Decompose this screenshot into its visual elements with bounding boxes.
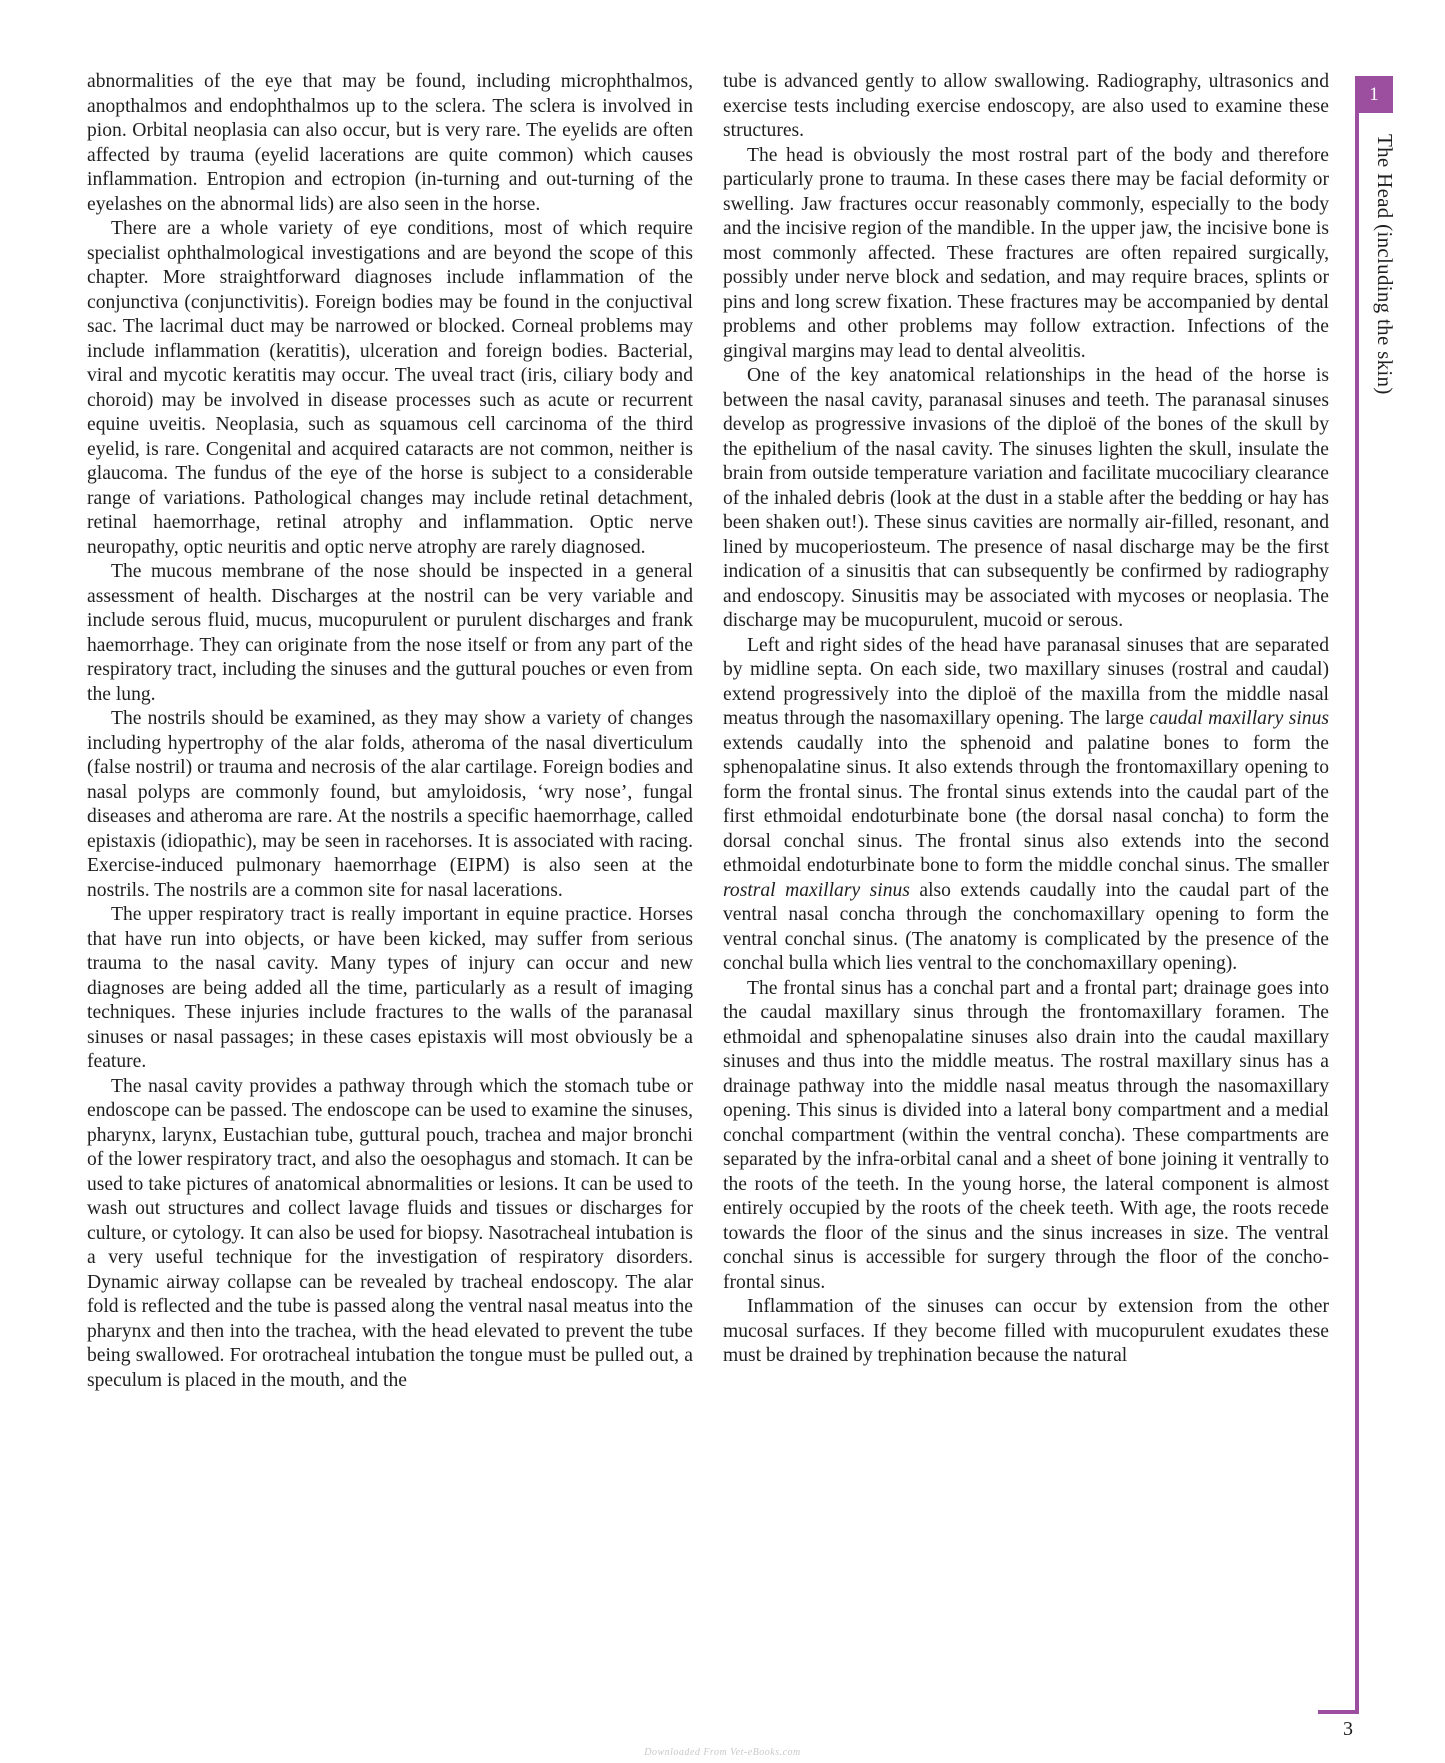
chapter-side-rule — [1355, 76, 1359, 1714]
paragraph: tube is advanced gently to allow swallowing. Radiography, ultrasonics and exercise tests including exercise endoscopy, are also used to examine these structures. — [723, 71, 1329, 141]
text-run: Left and right sides of the head have paranasal sinuses that are separated by midline septa. On each side, two maxillary sinuses (rostral and caudal) extend progressively into the diploë of the maxilla from the middle nasal meatus through the nasomaxillary opening. The large — [723, 634, 1329, 729]
paragraph — [723, 634, 1329, 977]
text-run: also extends caudally into the caudal part of the ventral nasal concha through the conchomaxillary opening to form the ventral conchal sinus. (The anatomy is complicated by the presence of the conchal bulla which lies ventral to the conchomaxillary opening). — [723, 879, 1330, 974]
paragraph: The nasal cavity provides a pathway through which the stomach tube or endoscope can be passed. The endoscope can be used to examine the sinuses, pharynx, larynx, Eustachian tube, guttural pouch, trachea and major bronchi of the lower respiratory tract, and also the oesophagus and stomach. It can be used to take pictures of anatomical abnormalities or lesions. It can be used to wash out structures and collect lavage fluids and tissues or discharges for culture, or cytology. It can also be used for biopsy. Nasotracheal intubation is a very useful technique for the investigation of respiratory disorders. Dynamic airway collapse can be revealed by tracheal endoscopy. The alar fold is reflected and the tube is passed along the ventral nasal meatus into the pharynx and then into the trachea, with the head elevated to prevent the tube being swallowed. For orotracheal intubation the tongue must be pulled out, a speculum is placed in the mouth, and the — [87, 1075, 693, 1391]
paragraph: There are a whole variety of eye conditions, most of which require specialist ophthalmological investigations and are beyond the scope of this chapter. More straightforward diagnoses include inflammation of the conjunctiva (conjunctivitis). Foreign bodies may be found in the conjuctival sac. The lacrimal duct may be narrowed or blocked. Corneal problems may include inflammation (keratitis), ulceration and foreign bodies. Bacterial, viral and mycotic keratitis may occur. The uveal tract (iris, ciliary body and choroid) may be involved in disease processes such as acute or recurrent equine uveitis. Neoplasia, such as squamous cell carcinoma of the third eyelid, is rare. Congenital and acquired cataracts are not common, neither is glaucoma. The fundus of the eye of the horse is subject to a considerable range of variations. Pathological changes may include retinal detachment, retinal haemorrhage, retinal atrophy and inflammation. Optic nerve neuropathy, optic neuritis and optic nerve atrophy are rarely diagnosed. — [87, 218, 693, 558]
paragraph: The head is obviously the most rostral part of the body and therefore particularly prone to trauma. In these cases there may be facial deformity or swelling. Jaw fractures occur reasonably commonly, especially to the body and the incisive region of the mandible. In the upper jaw, the incisive bone is most commonly affected. These fractures are often repaired surgically, possibly under nerve block and sedation, and may require braces, splints or pins and long screw fixation. These fractures may be accompanied by dental problems and other problems may follow extraction. Infections of the gingival margins may lead to dental alveolitis. — [723, 144, 1329, 362]
running-head: The Head (including the skin) — [1373, 134, 1397, 395]
paragraph: The nostrils should be examined, as they may show a variety of changes including hypertrophy of the alar folds, atheroma of the nasal diverticulum (false nostril) or trauma and necrosis of the alar cartilage. Foreign bodies and nasal polyps are commonly found, but amyloidosis, ‘wry nose’, fungal diseases and atheroma are rare. At the nostrils a specific haemorrhage, called epistaxis (idiopathic), may be seen in racehorses. It is associated with racing. Exercise-induced pulmonary haemorrhage (EIPM) is also seen at the nostrils. The nostrils are a common site for nasal lacerations. — [87, 708, 693, 901]
paragraph: abnormalities of the eye that may be found, including microphthalmos, anopthalmos and endophthalmos up to the sclera. The sclera is involved in pion. Orbital neoplasia can also occur, but is very rare. The eyelids are often affected by trauma (eyelid lacerations are quite common) which causes inflammation. Entropion and ectropion (in-turning and out-turning of the eyelashes on the abnormal lids) are also seen in the horse. — [87, 71, 693, 215]
chapter-bottom-rule — [1318, 1710, 1359, 1714]
paragraph: The frontal sinus has a conchal part and a frontal part; drainage goes into the caudal maxillary sinus through the frontomaxillary foramen. The ethmoidal and sphenopalatine sinuses also drain into the caudal maxillary sinuses and thus into the middle meatus. The rostral maxillary sinus has a drainage pathway into the middle nasal meatus through the nasomaxillary opening. This sinus is divided into a lateral bony compartment and a medial conchal compartment (within the ventral concha). These compartments are separated by the infra-orbital canal and a sheet of bone joining it ventrally to the roots of the teeth. In the young horse, the lateral component is almost entirely occupied by the roots of the cheek teeth. With age, the roots recede towards the floor of the sinus and the sinus increases in size. The ventral conchal sinus is accessible for surgery through the floor of the concho-frontal sinus. — [723, 977, 1329, 1293]
paragraph: Inflammation of the sinuses can occur by extension from the other mucosal surfaces. If they become filled with mucopurulent exudates these must be drained by trephination because the natural — [723, 1296, 1329, 1366]
left-text-column — [87, 70, 693, 1393]
chapter-number: 1 — [1369, 83, 1379, 105]
italic-term: rostral maxillary sinus — [723, 879, 910, 901]
right-text-column — [723, 70, 1329, 1369]
watermark: Downloaded From Vet-eBooks.com — [644, 1747, 801, 1758]
page-number: 3 — [1343, 1718, 1353, 1740]
paragraph: One of the key anatomical relationships in the head of the horse is between the nasal cavity, paranasal sinuses and teeth. The paranasal sinuses develop as progressive invasions of the diploë of the bones of the skull by the epithelium of the nasal cavity. The sinuses lighten the skull, insulate the brain from outside temperature variation and facilitate mucociliary clearance of the inhaled debris (look at the dust in a stable after the bedding or hay has been shaken out!). These sinus cavities are normally air-filled, resonant, and lined by mucoperiosteum. The presence of nasal discharge may be the first indication of a sinusitis that can subsequently be confirmed by radiography and endoscopy. Sinusitis may be associated with mycoses or neoplasia. The discharge may be mucopurulent, mucoid or serous. — [723, 365, 1329, 631]
text-run: extends caudally into the sphenoid and palatine bones to form the sphenopalatine sinus. It also extends through the frontomaxillary opening to form the frontal sinus. The frontal sinus extends into the caudal part of the first ethmoidal endoturbinate bone (the dorsal nasal concha) to form the dorsal conchal sinus. The frontal sinus also extends into the second ethmoidal endoturbinate bone to form the middle conchal sinus. The smaller — [723, 732, 1329, 876]
chapter-number-tab — [1355, 76, 1393, 113]
italic-term: caudal maxillary sinus — [1149, 708, 1329, 729]
paragraph: The mucous membrane of the nose should be inspected in a general assessment of health. Discharges at the nostril can be very variable and include serous fluid, mucus, mucopurulent or purulent discharges and frank haemorrhage. They can originate from the nose itself or from any part of the respiratory tract, including the sinuses and the guttural pouches or even from the lung. — [87, 561, 693, 705]
paragraph: The upper respiratory tract is really important in equine practice. Horses that have run into objects, or have been kicked, may suffer from serious trauma to the nasal cavity. Many types of injury can occur and new diagnoses are being added all the time, particularly as a result of imaging techniques. These injuries include fractures to the walls of the paranasal sinuses or nasal passages; in these cases epistaxis will most obviously be a feature. — [87, 904, 693, 1072]
